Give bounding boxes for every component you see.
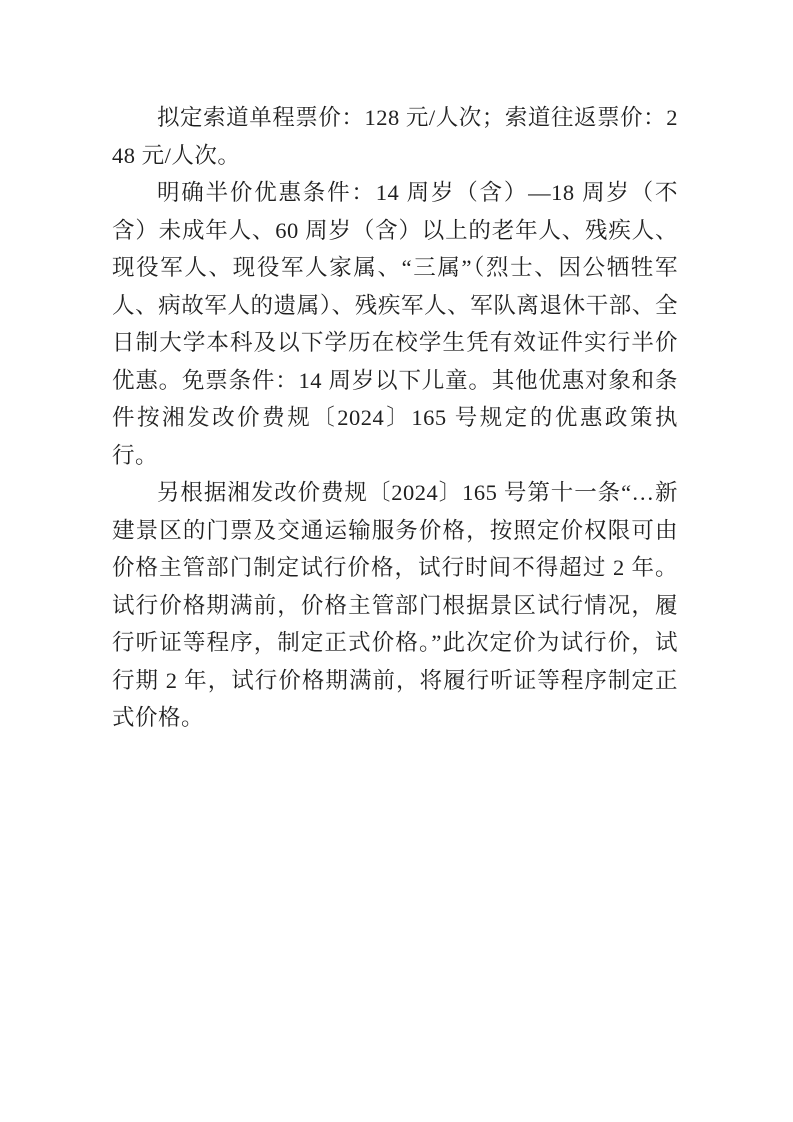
paragraph-cableway-ticket-price: 拟定索道单程票价：128 元/人次；索道往返票价：248 元/人次。 [112,105,678,168]
paragraph-trial-price-regulation: 另根据湘发改价费规〔2024〕165 号第十一条“…新建景区的门票及交通运输服务价格，按照定价权限可由价格主管部门制定试行价格，试行时间不得超过 2 年。试行价格期满前，价格主管部门根据景区试行情况，履行听证等程序，制定正式价格。”此次定价为试行价，试行期 2 年，试行价格期满前，将履行听证等程序制定正式价格。 [112,480,678,730]
paragraph-half-price-discount-conditions: 明确半价优惠条件：14 周岁（含）—18 周岁（不含）未成年人、60 周岁（含）以上的老年人、残疾人、现役军人、现役军人家属、“三属”（烈士、因公牺牲军人、病故军人的遗属）、残疾军人、军队离退休干部、全日制大学本科及以下学历在校学生凭有效证件实行半价优惠。免票条件：14 周岁以下儿童。其他优惠对象和条件按湘发改价费规〔2024〕165 号规定的优惠政策执行。 [112,180,678,468]
document-body [112,99,678,737]
